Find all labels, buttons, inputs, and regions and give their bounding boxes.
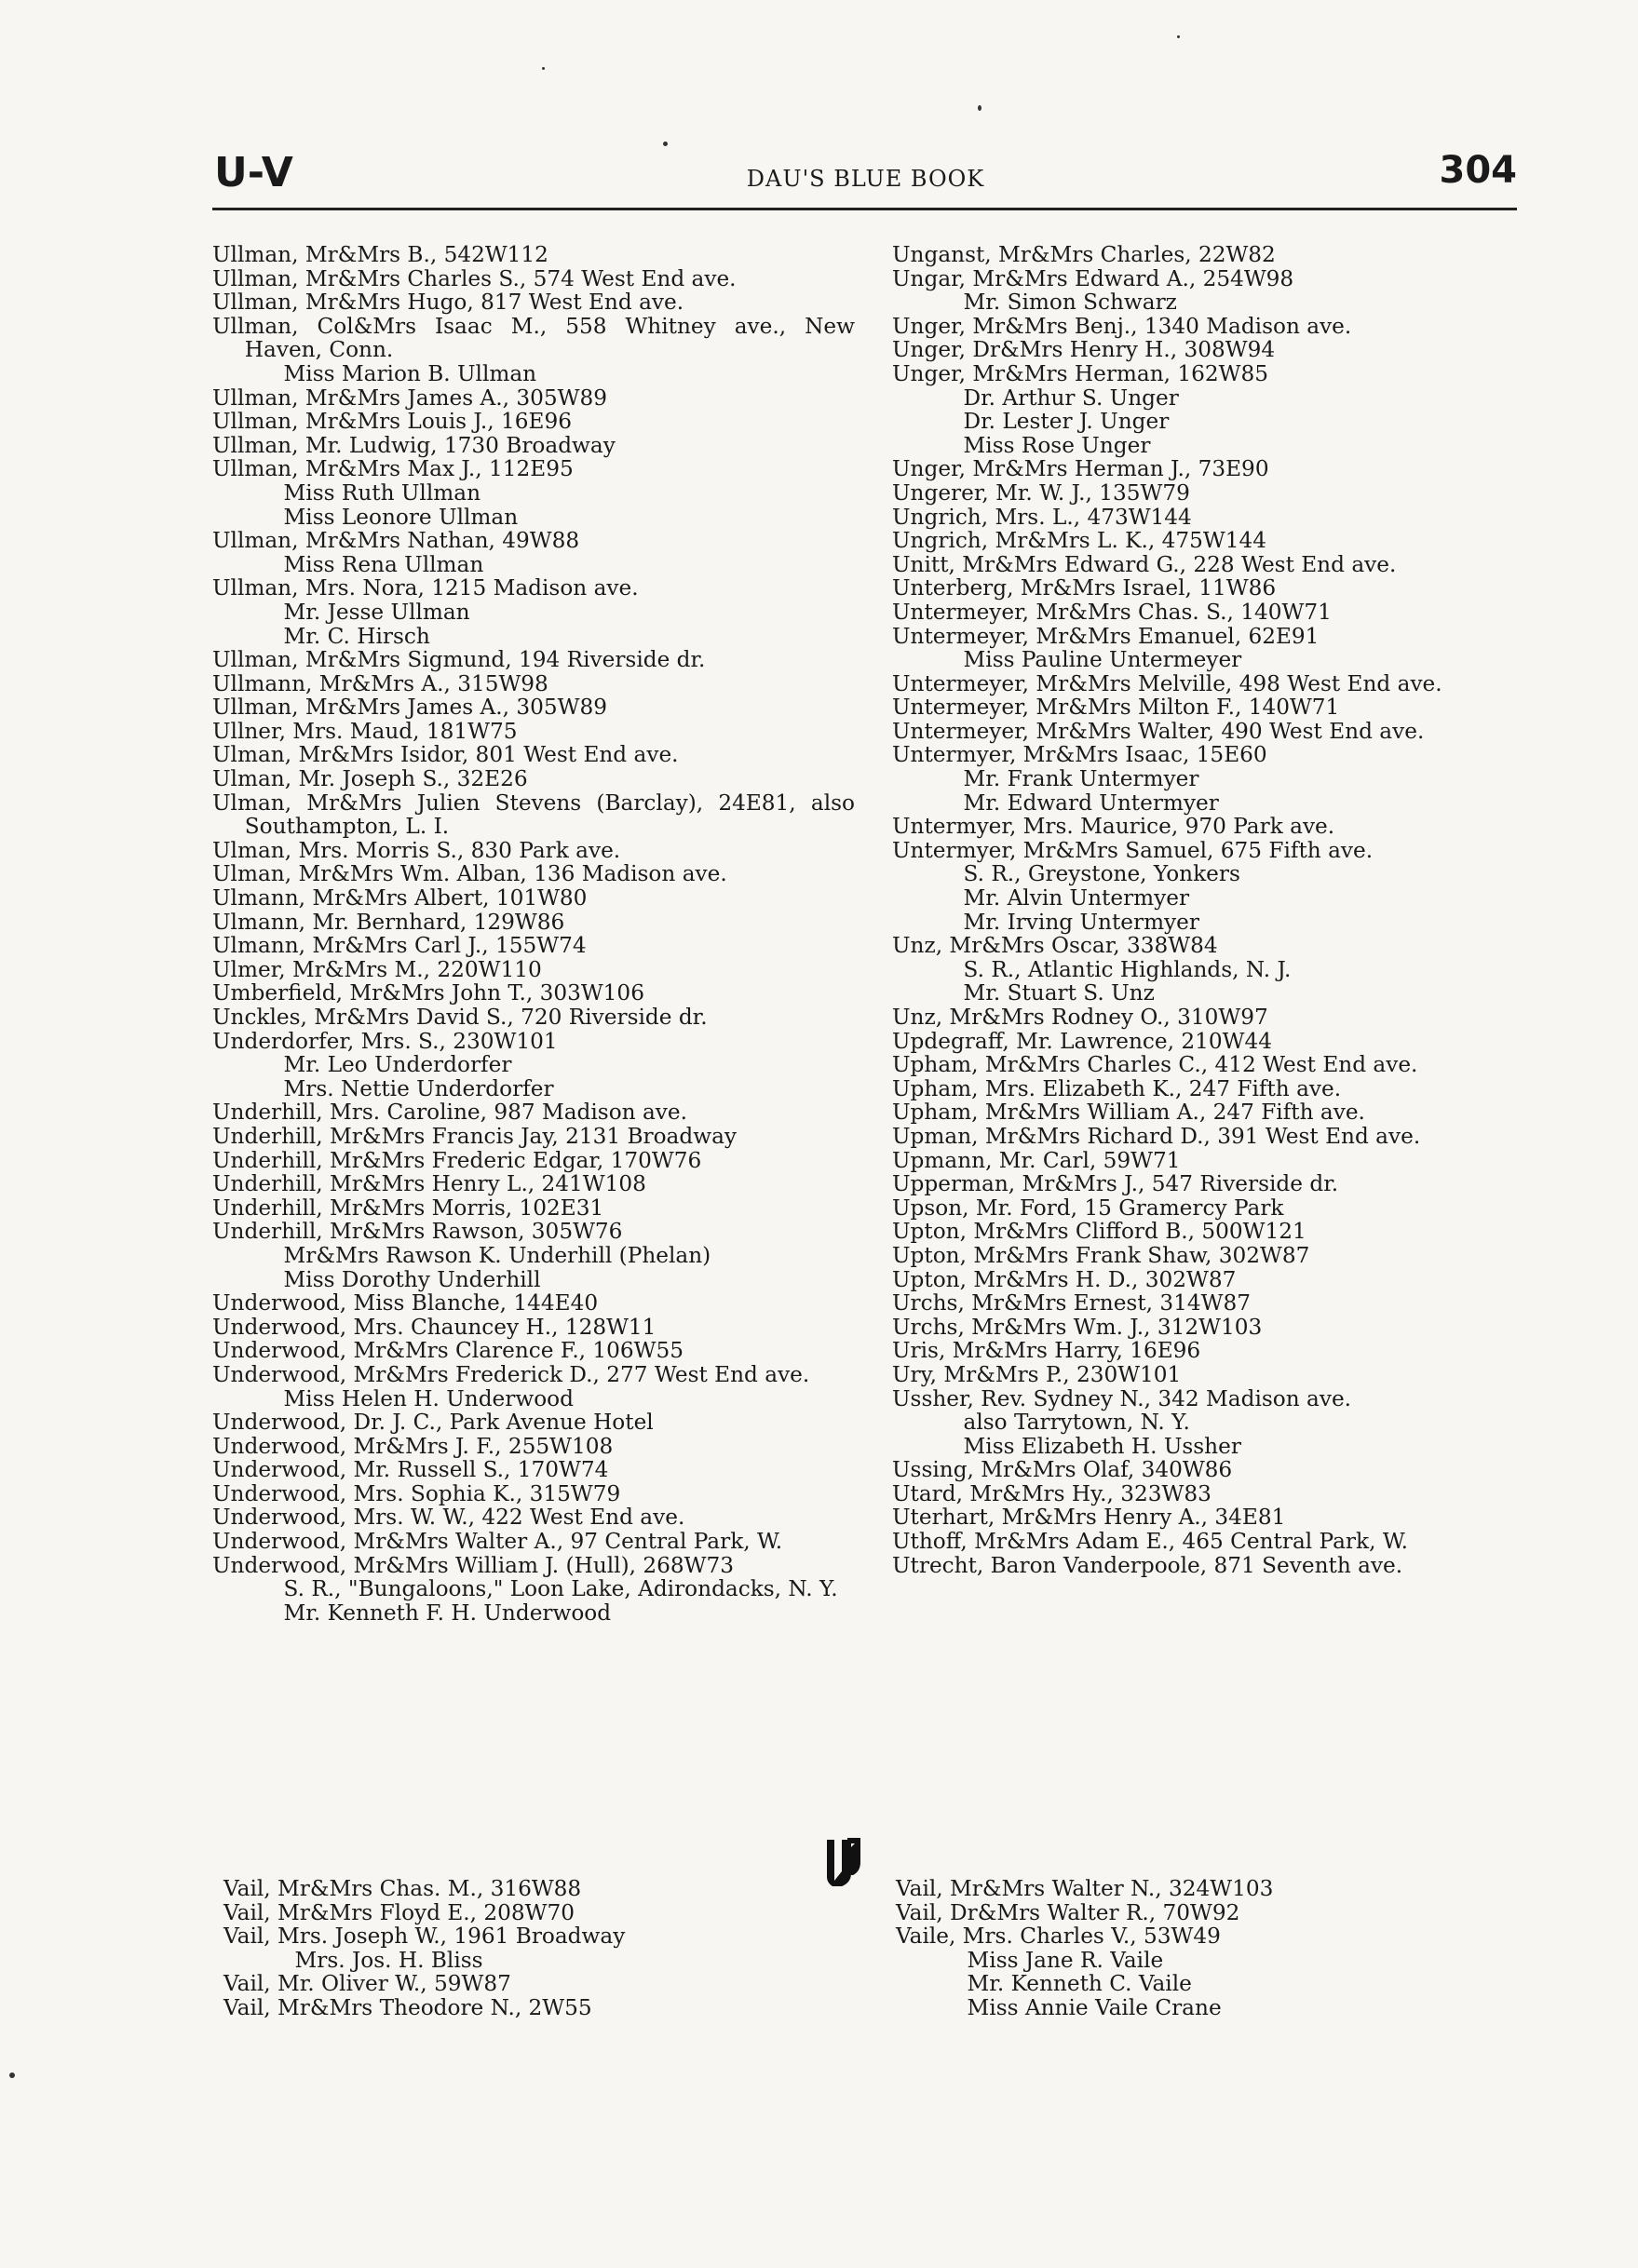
household-member: Mr. Leo Underdorfer (283, 1052, 512, 1078)
directory-entry: Underhill, Mrs. Caroline, 987 Madison ave. (212, 1100, 687, 1126)
household-member: Mr. Kenneth F. H. Underwood (283, 1600, 612, 1626)
directory-entry: Untermeyer, Mr&Mrs Chas. S., 140W71 (892, 599, 1332, 625)
directory-entry: Upmann, Mr. Carl, 59W71 (892, 1147, 1181, 1173)
directory-entry: Ungerer, Mr. W. J., 135W79 (892, 479, 1190, 506)
directory-entry: Ullman, Mr&Mrs Max J., 112E95 (212, 456, 574, 482)
directory-entry: Utrecht, Baron Vanderpoole, 871 Seventh ave. (892, 1552, 1403, 1578)
household-member: Mr. Kenneth C. Vaile (967, 1971, 1192, 1997)
directory-entry: Ulman, Mrs. Morris S., 830 Park ave. (212, 837, 621, 863)
directory-entry: Upman, Mr&Mrs Richard D., 391 West End ave. (892, 1123, 1421, 1149)
directory-entry: Underwood, Mrs. Chauncey H., 128W11 (212, 1314, 657, 1340)
directory-entry: Unckles, Mr&Mrs David S., 720 Riverside dr. (212, 1005, 708, 1030)
directory-entry: Vaile, Mrs. Charles V., 53W49 (896, 1924, 1221, 1950)
directory-entry: Ullner, Mrs. Maud, 181W75 (212, 718, 518, 744)
household-member: Miss Leonore Ullman (283, 504, 519, 530)
directory-entry: Upham, Mr&Mrs Charles C., 412 West End ave. (892, 1052, 1418, 1078)
directory-entry: Umberfield, Mr&Mrs John T., 303W106 (212, 980, 644, 1006)
directory-entry: Urchs, Mr&Mrs Ernest, 314W87 (892, 1290, 1251, 1316)
household-member: Mr. Stuart S. Unz (963, 980, 1155, 1006)
directory-entry: Ullman, Mr&Mrs B., 542W112 (212, 242, 548, 267)
directory-entry: Upton, Mr&Mrs H. D., 302W87 (892, 1266, 1237, 1292)
directory-entry: Ullman, Mr&Mrs Sigmund, 194 Riverside dr. (212, 647, 706, 673)
directory-entry: Uris, Mr&Mrs Harry, 16E96 (892, 1338, 1201, 1364)
directory-entry: Ullman, Col&Mrs Isaac M., 558 Whitney ave., New Haven, Conn. (212, 313, 855, 363)
directory-entry: Underhill, Mr&Mrs Francis Jay, 2131 Broadway (212, 1123, 737, 1149)
speck-mark (542, 67, 545, 70)
directory-entry: Vail, Mr. Oliver W., 59W87 (223, 1971, 511, 1997)
directory-entry: Updegraff, Mr. Lawrence, 210W44 (892, 1028, 1272, 1054)
household-member: Mr. Simon Schwarz (963, 290, 1177, 316)
household-member: Miss Dorothy Underhill (283, 1266, 541, 1292)
speck-mark (978, 105, 981, 111)
directory-entry: Unitt, Mr&Mrs Edward G., 228 West End ave. (892, 551, 1397, 577)
directory-entry: Upton, Mr&Mrs Clifford B., 500W121 (892, 1219, 1306, 1245)
household-member: Mrs. Nettie Underdorfer (283, 1075, 554, 1101)
page-header (214, 149, 1517, 205)
household-member: Mr. Jesse Ullman (283, 599, 470, 625)
household-member: Miss Rena Ullman (283, 551, 484, 577)
directory-entry: Unganst, Mr&Mrs Charles, 22W82 (892, 242, 1276, 267)
section-letters: U-V (214, 149, 293, 196)
directory-entry: Ullman, Mr&Mrs James A., 305W89 (212, 695, 607, 721)
household-member: Mr. C. Hirsch (283, 623, 430, 649)
directory-entry: Upton, Mr&Mrs Frank Shaw, 302W87 (892, 1242, 1310, 1268)
directory-entry: Underdorfer, Mrs. S., 230W101 (212, 1028, 558, 1054)
directory-entry: Underwood, Mr&Mrs J. F., 255W108 (212, 1433, 614, 1459)
directory-entry: Unger, Mr&Mrs Herman J., 73E90 (892, 456, 1269, 482)
household-member: also Tarrytown, N. Y. (963, 1410, 1190, 1436)
directory-entry: Ullman, Mr&Mrs Hugo, 817 West End ave. (212, 290, 684, 316)
directory-entry: Underwood, Mr&Mrs William J. (Hull), 268W73 (212, 1552, 734, 1578)
household-member: Miss Rose Unger (963, 432, 1151, 458)
directory-entry: Ullman, Mr. Ludwig, 1730 Broadway (212, 432, 616, 458)
directory-entry: Ungar, Mr&Mrs Edward A., 254W98 (892, 265, 1294, 291)
directory-entry: Upson, Mr. Ford, 15 Gramercy Park (892, 1195, 1284, 1221)
directory-entry: Unger, Mr&Mrs Benj., 1340 Madison ave. (892, 313, 1352, 339)
directory-entry: Vail, Mrs. Joseph W., 1961 Broadway (223, 1924, 626, 1950)
household-member: S. R., Atlantic Highlands, N. J. (963, 956, 1292, 982)
directory-entry: Unger, Mr&Mrs Herman, 162W85 (892, 360, 1268, 386)
directory-entry: Underwood, Dr. J. C., Park Avenue Hotel (212, 1410, 654, 1436)
directory-entry: Untermeyer, Mr&Mrs Walter, 490 West End ave. (892, 718, 1425, 744)
household-member: Mr. Frank Untermyer (963, 766, 1199, 792)
directory-entry: Unz, Mr&Mrs Oscar, 338W84 (892, 933, 1218, 959)
directory-entry: Upham, Mrs. Elizabeth K., 247 Fifth ave. (892, 1075, 1342, 1101)
household-member: Miss Pauline Untermeyer (963, 647, 1242, 673)
household-member: Mrs. Jos. H. Bliss (294, 1947, 483, 1973)
v-section-mark (819, 1834, 866, 1890)
household-member: Miss Ruth Ullman (283, 479, 481, 506)
directory-entry: Unterberg, Mr&Mrs Israel, 11W86 (892, 575, 1277, 601)
directory-entry: Ullman, Mrs. Nora, 1215 Madison ave. (212, 575, 639, 601)
directory-entry: Ulman, Mr&Mrs Julien Stevens (Barclay), 24E81, also Southampton, L. I. (212, 790, 855, 840)
directory-entry: Untermeyer, Mr&Mrs Emanuel, 62E91 (892, 623, 1320, 649)
directory-entry: Vail, Mr&Mrs Floyd E., 208W70 (223, 1899, 575, 1925)
speck-mark (1177, 35, 1180, 38)
directory-entry: Ungrich, Mrs. L., 473W144 (892, 504, 1192, 530)
directory-entry: Utard, Mr&Mrs Hy., 323W83 (892, 1480, 1212, 1506)
directory-entry: Underwood, Mr. Russell S., 170W74 (212, 1457, 609, 1483)
household-member: Mr. Alvin Untermyer (963, 885, 1190, 911)
directory-entry: Vail, Dr&Mrs Walter R., 70W92 (896, 1899, 1240, 1925)
directory-entry: Ulman, Mr&Mrs Wm. Alban, 136 Madison ave. (212, 861, 727, 887)
header-rule (212, 208, 1517, 210)
directory-entry: Ullman, Mr&Mrs Louis J., 16E96 (212, 409, 572, 435)
household-member: S. R., Greystone, Yonkers (963, 861, 1240, 887)
household-member: Dr. Lester J. Unger (963, 409, 1170, 435)
directory-entry: Untermeyer, Mr&Mrs Melville, 498 West End ave. (892, 670, 1442, 696)
directory-entry: Underwood, Miss Blanche, 144E40 (212, 1290, 599, 1316)
left-column (212, 243, 855, 1625)
directory-entry: Unz, Mr&Mrs Rodney O., 310W97 (892, 1005, 1268, 1030)
directory-entry: Underwood, Mr&Mrs Clarence F., 106W55 (212, 1338, 684, 1364)
speck-mark (9, 2072, 15, 2078)
v-right-column (896, 1877, 1492, 2020)
household-member: S. R., "Bungaloons," Loon Lake, Adirondacks, N. Y. (283, 1576, 838, 1602)
directory-entry: Ulman, Mr. Joseph S., 32E26 (212, 766, 528, 792)
directory-entry: Ury, Mr&Mrs P., 230W101 (892, 1361, 1182, 1387)
directory-entry: Upham, Mr&Mrs William A., 247 Fifth ave. (892, 1100, 1365, 1126)
directory-entry: Ungrich, Mr&Mrs L. K., 475W144 (892, 528, 1266, 554)
directory-entry: Ussher, Rev. Sydney N., 342 Madison ave. (892, 1385, 1352, 1411)
directory-entry: Upperman, Mr&Mrs J., 547 Riverside dr. (892, 1171, 1339, 1197)
directory-entry: Underwood, Mrs. W. W., 422 West End ave. (212, 1505, 685, 1531)
speck-mark (663, 142, 668, 146)
directory-entry: Underwood, Mr&Mrs Walter A., 97 Central Park, W. (212, 1529, 783, 1555)
v-left-column (223, 1877, 819, 2020)
household-member: Miss Annie Vaile Crane (967, 1994, 1222, 2020)
household-member: Mr&Mrs Rawson K. Underhill (Phelan) (283, 1242, 711, 1268)
directory-entry: Underhill, Mr&Mrs Morris, 102E31 (212, 1195, 604, 1221)
directory-entry: Ussing, Mr&Mrs Olaf, 340W86 (892, 1457, 1233, 1483)
book-title: DAU'S BLUE BOOK (746, 166, 985, 192)
directory-entry: Underhill, Mr&Mrs Frederic Edgar, 170W76 (212, 1147, 702, 1173)
directory-entry: Untermyer, Mrs. Maurice, 970 Park ave. (892, 814, 1335, 840)
directory-entry: Uthoff, Mr&Mrs Adam E., 465 Central Park, W. (892, 1529, 1408, 1555)
household-member: Dr. Arthur S. Unger (963, 385, 1179, 411)
directory-entry: Ulmann, Mr&Mrs Albert, 101W80 (212, 885, 588, 911)
directory-entry: Untermeyer, Mr&Mrs Milton F., 140W71 (892, 695, 1340, 721)
v-section-letter: V (819, 1834, 820, 1835)
right-column (892, 243, 1525, 1577)
household-member: Mr. Edward Untermyer (963, 790, 1219, 816)
directory-entry: Ullman, Mr&Mrs Charles S., 574 West End ave. (212, 265, 737, 291)
directory-entry: Untermyer, Mr&Mrs Samuel, 675 Fifth ave. (892, 837, 1374, 863)
household-member: Mr. Irving Untermyer (963, 909, 1199, 935)
directory-entry: Ulmann, Mr. Bernhard, 129W86 (212, 909, 565, 935)
household-member: Miss Helen H. Underwood (283, 1385, 574, 1411)
page-number: 304 (1439, 149, 1517, 192)
directory-entry: Unger, Dr&Mrs Henry H., 308W94 (892, 337, 1276, 363)
directory-entry: Ulmer, Mr&Mrs M., 220W110 (212, 956, 542, 982)
directory-entry: Underhill, Mr&Mrs Henry L., 241W108 (212, 1171, 646, 1197)
household-member: Miss Jane R. Vaile (967, 1947, 1164, 1973)
directory-entry: Ulman, Mr&Mrs Isidor, 801 West End ave. (212, 742, 679, 768)
directory-entry: Ulmann, Mr&Mrs Carl J., 155W74 (212, 933, 587, 959)
directory-entry: Vail, Mr&Mrs Theodore N., 2W55 (223, 1994, 592, 2020)
directory-entry: Ullman, Mr&Mrs James A., 305W89 (212, 385, 607, 411)
directory-entry: Ullman, Mr&Mrs Nathan, 49W88 (212, 528, 580, 554)
directory-entry: Urchs, Mr&Mrs Wm. J., 312W103 (892, 1314, 1263, 1340)
directory-entry: Ullmann, Mr&Mrs A., 315W98 (212, 670, 548, 696)
household-member: Miss Marion B. Ullman (283, 360, 537, 386)
directory-entry: Underwood, Mr&Mrs Frederick D., 277 West End ave. (212, 1361, 810, 1387)
directory-entry: Vail, Mr&Mrs Walter N., 324W103 (896, 1876, 1274, 1901)
directory-entry: Underwood, Mrs. Sophia K., 315W79 (212, 1480, 621, 1506)
directory-entry: Untermyer, Mr&Mrs Isaac, 15E60 (892, 742, 1267, 768)
directory-entry: Vail, Mr&Mrs Chas. M., 316W88 (223, 1876, 582, 1901)
household-member: Miss Elizabeth H. Ussher (963, 1433, 1241, 1459)
directory-entry: Underhill, Mr&Mrs Rawson, 305W76 (212, 1219, 623, 1245)
directory-entry: Uterhart, Mr&Mrs Henry A., 34E81 (892, 1505, 1286, 1531)
